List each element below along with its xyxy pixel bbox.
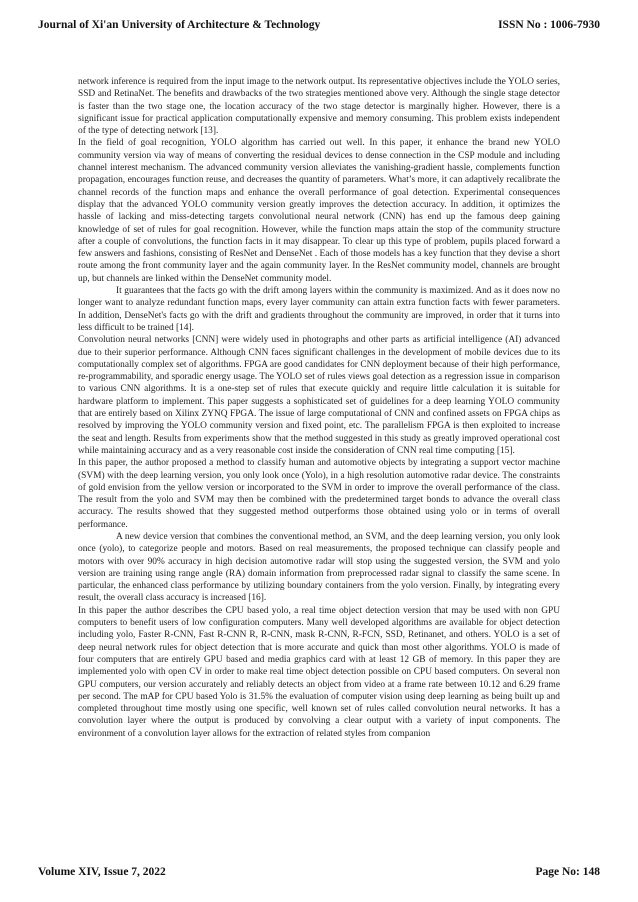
volume-issue: Volume XIV, Issue 7, 2022: [38, 866, 166, 878]
issn-number: ISSN No : 1006-7930: [498, 19, 600, 31]
paragraph: In this paper, the author proposed a method to classify human and automotive objects by integrating a support vector machine (SVM) with the deep learning version, you only look once (Yolo), in a high resolution automotive radar device. The constraints of gold envision from the yellow version or incorporated to the SVM in order to improve the overall performance of the class. The result from the yolo and SVM may then be combined with the predetermined target bonds to advance the overall class accuracy. The results showed that they suggested method outperforms those obtained using yolo or in terms of overall performance.: [78, 458, 560, 530]
paragraph: It guarantees that the facts go with the drift among layers within the community is maximized. And as it does now no longer want to analyze redundant function maps, every layer community can attain extra function facts with fewer parameters. In addition, DenseNet's facts go with the drift and gradients throughout the community are improved, in order that it turns into less difficult to be trained [14].: [78, 286, 560, 333]
running-header: [38, 19, 600, 35]
running-footer: [38, 866, 600, 882]
paragraph: network inference is required from the input image to the network output. Its representative objectives include the YOLO series, SSD and RetinaNet. The benefits and drawbacks of the two strategies mentioned above very. Although the single stage detector is faster than the two stage one, the location accuracy of the two stage detector is marginally higher. However, there is a significant issue for practical application computationally expensive and memory consuming. This problem exists independent of the type of detecting network [13].: [78, 77, 560, 137]
journal-title: Journal of Xi'an University of Architecture & Technology: [38, 19, 321, 31]
paragraph: In this paper the author describes the CPU based yolo, a real time object detection version that may be used with non GPU computers to benefit users of low configuration computers. Many well developed algorithms are available for object detection including yolo, Faster R-CNN, Fast R-CNN R, R-CNN, mask R-CNN, R-FCN, SSD, Retinanet, and others. YOLO is a set of deep neural network rules for object detection that is more accurate and quick than most other algorithms. YOLO is made of four computers that are entirely GPU based and media graphics card with at least 12 GB of memory. In this paper they are implemented yolo with open CV in order to make real time object detection possible on CPU based computers. On several non GPU computers, our version accurately and reliably detects an object from video at a frame rate between 10.12 and 6.29 frame per second. The mAP for CPU based Yolo is 31.5% the evaluation of computer vision using deep learning as being built up and completed throughout time mostly using one specific, well known set of rules called convolution neural networks. It has a convolution layer where the output is produced by convolving a clear output with a variety of input components. The environment of a convolution layer allows for the extraction of related styles from companion: [78, 605, 560, 739]
paragraph: A new device version that combines the conventional method, an SVM, and the deep learning version, you only look once (yolo), to categorize people and motors. Based on real measurements, the proposed technique can classify people and motors with over 90% accuracy in high decision automotive radar will stop using the suggested version, the SVM and yolo version are training using range angle (RA) domain information from preprocessed radar signal to classify the same scene. In particular, the enhanced class performance by utilizing boundary containers from the yolo version. Finally, by integrating every result, the overall class accuracy is increased [16].: [78, 531, 560, 604]
page-number: Page No: 148: [535, 866, 600, 878]
article-body: [78, 76, 560, 740]
paragraph: Convolution neural networks [CNN] were widely used in photographs and other parts as artificial intelligence (AI) advanced due to their superior performance. Although CNN faces significant challenges in the development of mobile devices due to its computationally complex set of algorithms. FPGA are good candidates for CNN deployment because of their high performance, re-programmability, and sporadic energy usage. The YOLO set of rules views goal detection as a regression issue in comparison to various CNN algorithms. It is a one-step set of rules that execute quickly and require little calculation it is suitable for hardware platform to implement. This paper suggests a sophisticated set of guidelines for a deep learning YOLO community that are entirely based on Xilinx ZYNQ FPGA. The issue of large computational of CNN and confined assets on FPGA chips as resolved by improving the YOLO community version and fixed point, etc. The parallelism FPGA is then exploited to increase the seat and length. Results from experiments show that the method suggested in this study as greatly improved operational cost while maintaining accuracy and as a very reasonable cost inside the consideration of CNN real time computing [15].: [78, 335, 560, 456]
paragraph: In the field of goal recognition, YOLO algorithm has carried out well. In this paper, it enhance the brand new YOLO community version via way of means of converting the residual devices to dense connection in the CSP module and including channel interest mechanism. The advanced community version alleviates the vanishing-gradient hassle, complements function propagation, encourages function reuse, and decreases the quantity of parameters. What’s more, it can adaptively recalibrate the channel records of the function maps and enhance the overall performance of goal detection. Experimental consequences display that the advanced YOLO community version greatly improves the detection accuracy. In addition, it optimizes the hassle of lacking and miss-detecting targets convolutional neural network (CNN) has end up the famous deep gaining knowledge of set of rules for goal recognition. However, while the function maps attain the stop of the community structure after a couple of convolutions, the function facts in it may disappear. To clear up this type of problem, pupils placed forward a few answers and fashions, consisting of ResNet and DenseNet . Each of those models has a key function that they devise a short route among the front community layer and the again community layer. In the ResNet community model, channels are brought up, but channels are linked within the DenseNet community model.: [78, 138, 560, 284]
